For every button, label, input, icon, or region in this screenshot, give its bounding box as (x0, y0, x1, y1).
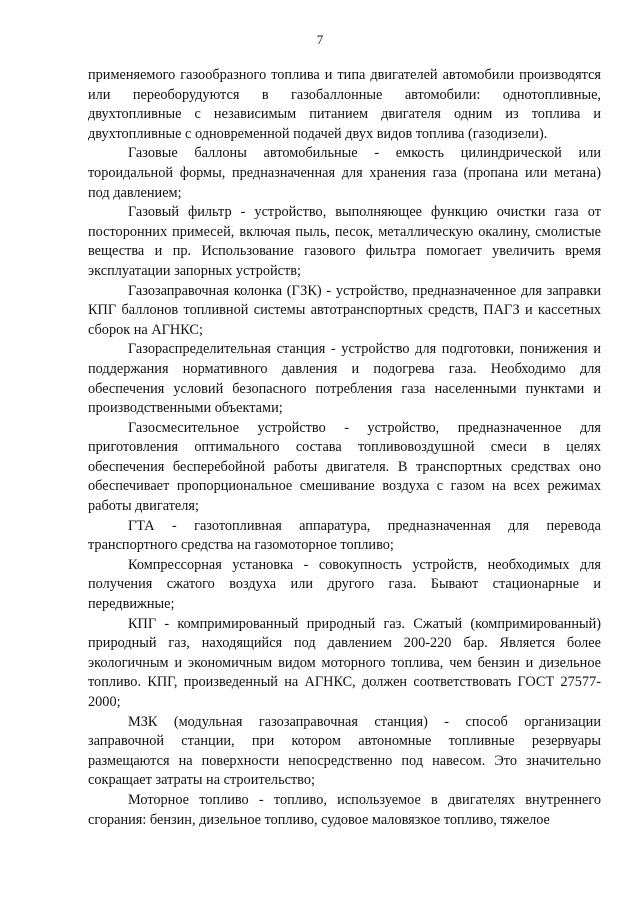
page-number: 7 (316, 32, 324, 47)
paragraph-compressor: Компрессорная установка - совокупность устройств, необходимых для получения сжатого воздуха или другого газа. Бывают стационарные и передвижные; (88, 556, 601, 613)
paragraph-continuation: применяемого газообразного топлива и типа двигателей автомобили производятся или переоборудуются в газобаллонные автомобили: однотопливные, двухтопливные с независимым питанием двигателя одним из топлива и двухтопливные с одновременной подачей двух видов топлива (газодизели). (88, 67, 601, 142)
paragraph-gas-mixer: Газосмесительное устройство - устройство, предназначенное для приготовления оптимального состава топливовоздушной смеси в целях обеспечения бесперебойной работы двигателя. В транспортных средствах оно обеспечивает пропорциональное смешивание воздуха с газом на всех режимах работы двигателя; (88, 419, 601, 515)
paragraph-gas-cylinders: Газовые баллоны автомобильные - емкость цилиндрической или тороидальной формы, предназначенная для хранения газа (пропана или метана) под давлением; (88, 145, 601, 201)
paragraph-gta: ГТА - газотопливная аппаратура, предназначенная для перевода транспортного средства на газомоторное топливо; (88, 517, 601, 554)
paragraph-mzk: МЗК (модульная газозаправочная станция) - способ организации заправочной станции, при котором автономные топливные резервуары размещаются на поверхности непосредственно под навесом. Это значительно сокращает затраты на строительство; (88, 713, 601, 789)
paragraph-motor-fuel: Моторное топливо - топливо, используемое в двигателях внутреннего сгорания: бензин, дизельное топливо, судовое маловязкое топливо, тяжелое (88, 791, 601, 828)
paragraph-gas-filter: Газовый фильтр - устройство, выполняющее функцию очистки газа от посторонних примесей, включая пыль, песок, металлическую окалину, смолистые вещества и пр. Использование газового фильтра помогает увеличить время эксплуатации запорных устройств; (88, 204, 601, 279)
paragraph-gas-distribution-station: Газораспределительная станция - устройство для подготовки, понижения и поддержания нормативного давления и подогрева газа. Необходимо для обеспечения условий безопасного потребления газа населенными пунктами и производственными объектами; (88, 341, 601, 417)
paragraph-gas-dispenser: Газозаправочная колонка (ГЗК) - устройство, предназначенное для заправки КПГ баллонов топливной системы автотранспортных средств, ПАГЗ и кассетных сборок на АГНКС; (88, 282, 601, 338)
paragraph-kpg: КПГ - компримированный природный газ. Сжатый (компримированный) природный газ, находящийся под давлением 200-220 бар. Является более экологичным и экономичным видом моторного топлива, чем бензин и дизельное топливо. КПГ, произведенный на АГНКС, должен соответствовать ГОСТ 27577-2000; (88, 615, 601, 710)
body-text (88, 66, 601, 830)
